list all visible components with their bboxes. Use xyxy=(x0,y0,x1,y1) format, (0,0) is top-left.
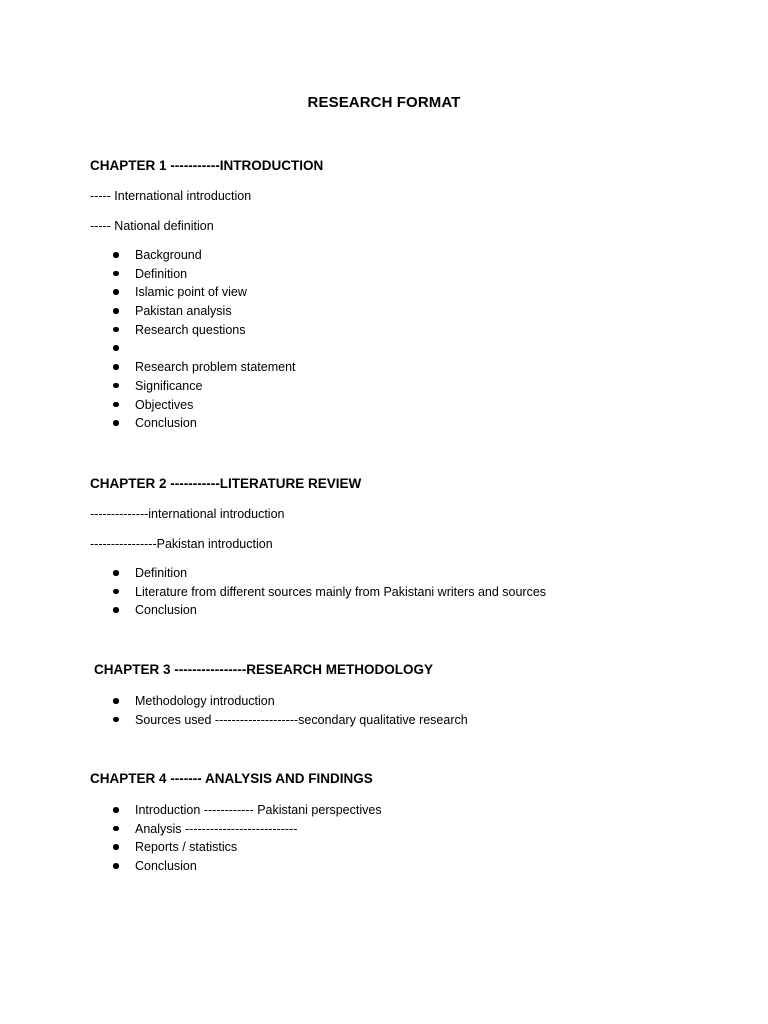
bullet-icon xyxy=(113,289,119,295)
bullet-icon xyxy=(113,327,119,333)
bullet-icon xyxy=(113,402,119,408)
list-item: Background xyxy=(108,246,296,265)
list-item: Conclusion xyxy=(108,857,382,876)
bullet-icon xyxy=(113,589,119,595)
bullet-icon xyxy=(113,271,119,277)
bullet-icon xyxy=(113,383,119,389)
list-item: Islamic point of view xyxy=(108,283,296,302)
bullet-icon xyxy=(113,844,119,850)
chapter-1-line-national: ----- National definition xyxy=(90,219,214,233)
bullet-icon xyxy=(113,420,119,426)
bullet-icon xyxy=(113,717,119,723)
list-item: Introduction ------------ Pakistani perspectives xyxy=(108,801,382,820)
bullet-icon xyxy=(113,364,119,370)
list-item: Research problem statement xyxy=(108,358,296,377)
chapter-4-bullet-list xyxy=(108,801,382,876)
list-item: Analysis --------------------------- xyxy=(108,820,382,839)
chapter-2-heading: CHAPTER 2 -----------LITERATURE REVIEW xyxy=(90,476,362,491)
list-item: Methodology introduction xyxy=(108,692,468,711)
chapter-1-bullet-list xyxy=(108,246,296,433)
list-item: Objectives xyxy=(108,396,296,415)
bullet-icon xyxy=(113,863,119,869)
list-item: Reports / statistics xyxy=(108,838,382,857)
list-item: Significance xyxy=(108,377,296,396)
bullet-icon xyxy=(113,570,119,576)
list-item: Pakistan analysis xyxy=(108,302,296,321)
bullet-icon xyxy=(113,807,119,813)
list-item: Conclusion xyxy=(108,601,546,620)
bullet-icon xyxy=(113,252,119,258)
list-item: Conclusion xyxy=(108,414,296,433)
chapter-3-bullet-list xyxy=(108,692,468,729)
bullet-icon xyxy=(113,607,119,613)
list-item-empty xyxy=(108,339,296,358)
list-item: Definition xyxy=(108,265,296,284)
document-title: RESEARCH FORMAT xyxy=(307,94,461,111)
list-item: Literature from different sources mainly from Pakistani writers and sources xyxy=(108,583,546,602)
chapter-2-line-pakistan: ----------------Pakistan introduction xyxy=(90,537,273,551)
chapter-1-heading: CHAPTER 1 -----------INTRODUCTION xyxy=(90,158,324,173)
bullet-icon xyxy=(113,308,119,314)
bullet-icon xyxy=(113,826,119,832)
chapter-3-heading: CHAPTER 3 ----------------RESEARCH METHODOLOGY xyxy=(94,662,433,677)
bullet-icon xyxy=(113,345,119,351)
chapter-4-heading: CHAPTER 4 ------- ANALYSIS AND FINDINGS xyxy=(90,771,373,786)
list-item: Research questions xyxy=(108,321,296,340)
chapter-2-bullet-list xyxy=(108,564,546,620)
chapter-1-line-international: ----- International introduction xyxy=(90,189,252,203)
list-item: Sources used --------------------secondary qualitative research xyxy=(108,711,468,730)
list-item: Definition xyxy=(108,564,546,583)
chapter-2-line-international: --------------international introduction xyxy=(90,507,285,521)
bullet-icon xyxy=(113,698,119,704)
